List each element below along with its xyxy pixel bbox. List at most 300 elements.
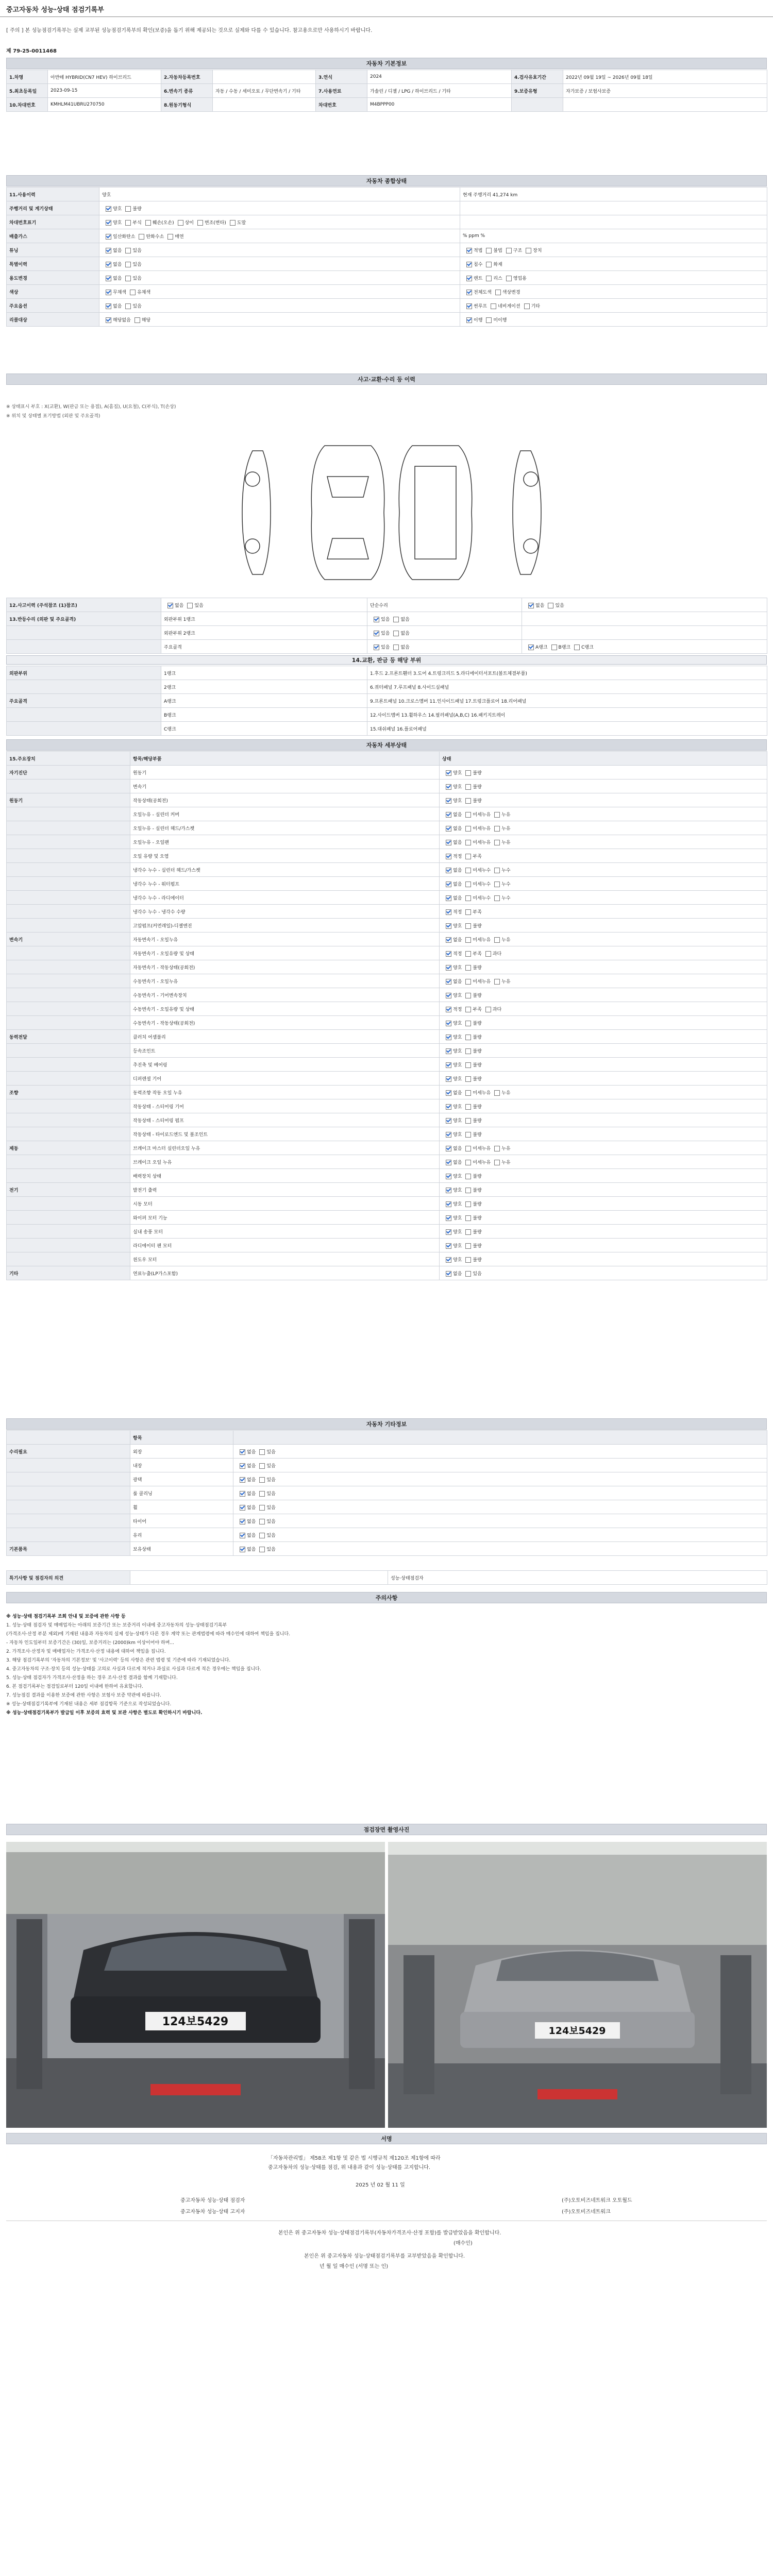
detail-group [7, 877, 130, 891]
checkbox-label: 양호 [453, 1174, 462, 1179]
detail-group: 자기진단 [7, 766, 130, 779]
detail-status [440, 779, 767, 793]
parts-rank: A랭크 [161, 694, 367, 708]
other-status [233, 1514, 767, 1528]
blank [233, 1431, 767, 1445]
checkbox [393, 645, 399, 650]
checkbox [106, 220, 111, 226]
checkbox [259, 1491, 265, 1497]
checkbox [130, 290, 136, 295]
checkbox-label: 없음 [453, 979, 462, 985]
general-label: 용도변경 [7, 271, 99, 285]
table-row [7, 640, 767, 654]
checkbox-label: 부족 [473, 854, 482, 859]
checkbox [465, 1215, 471, 1221]
checkbox-label: 누유 [501, 937, 511, 943]
detail-item: 배력장치 상태 [130, 1169, 440, 1183]
general-label: 배출가스 [7, 229, 99, 243]
detail-item: 등속조인트 [130, 1044, 440, 1058]
inspection-photo-rear [388, 1842, 767, 2128]
checkbox-label: 부족 [473, 951, 482, 957]
detail-item: 자동변속기 - 오일유량 및 상태 [130, 946, 440, 960]
table-row [7, 1030, 767, 1044]
detail-group [7, 1169, 130, 1183]
caution-line: 7. 성능점검 결과를 이용한 보증에 관한 사항은 보험사 보증 약관에 따릅니다. [6, 1693, 161, 1698]
checkbox-label: 불량 [473, 1104, 482, 1110]
other-status [233, 1528, 767, 1542]
detail-status [440, 1072, 767, 1086]
detail-status [440, 960, 767, 974]
checkbox [446, 812, 451, 818]
other-item: 유리 [130, 1528, 233, 1542]
checkbox-label: 적정 [453, 1007, 462, 1012]
other-status [233, 1472, 767, 1486]
general-note [460, 201, 767, 215]
checkbox [465, 1035, 471, 1040]
checkbox-label: 있음 [266, 1449, 276, 1455]
checkbox [446, 1035, 451, 1040]
checkbox-label: 없음 [535, 603, 545, 608]
checkbox-label: 양호 [113, 220, 122, 226]
parts-list: 1.후드 2.프론트휀더 3.도어 4.트렁크리드 5.라디에이터서포트(볼트체결부품) [367, 666, 767, 680]
detail-group [7, 1016, 130, 1030]
table-row [7, 1459, 767, 1472]
detail-item: 라디에이터 팬 모터 [130, 1239, 440, 1252]
table-row [7, 1500, 767, 1514]
checkbox [125, 303, 131, 309]
checkbox [139, 234, 144, 240]
detail-group [7, 835, 130, 849]
detail-item: 냉각수 누수 - 워터펌프 [130, 877, 440, 891]
checkbox [446, 854, 451, 859]
checkbox [465, 868, 471, 873]
detail-item: 수동변속기 - 작동상태(공회전) [130, 1016, 440, 1030]
checkbox [466, 317, 472, 323]
checkbox [106, 248, 111, 253]
checkbox [466, 262, 472, 267]
detail-item: 추진축 및 베어링 [130, 1058, 440, 1072]
detail-group [7, 779, 130, 793]
table-row [7, 1127, 767, 1141]
checkbox-label: 훼손(오손) [152, 220, 174, 226]
detail-status [440, 1252, 767, 1266]
checkbox [494, 868, 500, 873]
checkbox-label: 불량 [473, 1215, 482, 1221]
checkbox [240, 1491, 245, 1497]
table-row [7, 1486, 767, 1500]
sign-bottom: 본인은 위 중고자동차 성능·상태점검기록부를 교부받았음을 확인합니다. [304, 2253, 465, 2259]
checkbox [446, 1215, 451, 1221]
table-row [7, 666, 767, 680]
caution-line: - 자동차 인도일부터 보증기간은 (30)일, 보증거리는 (2000)km 이상이어야 하며... [6, 1640, 175, 1646]
checkbox [486, 248, 492, 253]
detail-group [7, 807, 130, 821]
checkbox [125, 206, 131, 212]
license-plate-rear: 124보5429 [548, 2025, 606, 2037]
checkbox-label: 구조 [513, 248, 523, 253]
checkbox-label: 없음 [400, 631, 410, 636]
checkbox [167, 603, 173, 608]
checkbox [465, 1132, 471, 1138]
table-row [7, 1445, 767, 1459]
detail-item: 오일누유 - 오일팬 [130, 835, 440, 849]
checkbox [465, 840, 471, 845]
caution-line: 5. 성능·상태 점검자가 가격조사·산정을 하는 경우 조사·산정 결과를 함께 기재합니다. [6, 1675, 178, 1681]
table-row [7, 877, 767, 891]
table-row [7, 1072, 767, 1086]
checkbox-label: 변조(변타) [204, 220, 226, 226]
checkbox [446, 895, 451, 901]
other-group [7, 1528, 130, 1542]
detail-item: 원동기 [130, 766, 440, 779]
checkbox [465, 1243, 471, 1249]
damage-label [7, 640, 161, 654]
checkbox-label: 매연 [175, 234, 184, 240]
checkbox [465, 965, 471, 971]
parts-group: 외판부위 [7, 666, 161, 680]
checkbox-label: 있음 [194, 603, 204, 608]
checkbox-label: 없음 [453, 1090, 462, 1096]
checkbox [446, 1021, 451, 1026]
general-table [6, 187, 767, 327]
detail-item: 냉각수 누수 - 라디에이터 [130, 891, 440, 905]
detail-item: 작동상태 - 스티어링 펌프 [130, 1113, 440, 1127]
checkbox-label: 양호 [453, 1035, 462, 1040]
detail-item: 윈도우 모터 [130, 1252, 440, 1266]
section-sign: 서명 [6, 2133, 767, 2144]
column-header: 항목 [130, 1431, 233, 1445]
detail-group [7, 891, 130, 905]
checkbox-label: 없음 [247, 1519, 256, 1524]
checkbox-label: 없음 [453, 895, 462, 901]
detail-group [7, 974, 130, 988]
table-row [7, 626, 767, 640]
checkbox-label: 미세누유 [473, 979, 491, 985]
other-group [7, 1472, 130, 1486]
caution-line: ※ 성능·상태점검기록부에 기재된 내용은 세부 점검항목 기준으로 작성되었습니다. [6, 1702, 172, 1707]
checkbox-label: 렌트 [474, 276, 483, 281]
damage-status [367, 612, 522, 626]
detail-item: 고압펌프(커먼레일)-디젤엔진 [130, 919, 440, 933]
checkbox-label: 있음 [381, 645, 390, 650]
caution-line: ※ 성능·상태 점검기록부 조회 안내 및 보증에 관한 사항 등 [6, 1614, 126, 1619]
checkbox-label: 누수 [501, 895, 511, 901]
sign-receipt-2: (매수인) [453, 2241, 473, 2246]
detail-status [440, 1086, 767, 1099]
checkbox-label: C랭크 [581, 645, 594, 650]
detail-group [7, 1099, 130, 1113]
detail-group: 동력전달 [7, 1030, 130, 1044]
car-diagram [227, 430, 557, 595]
value-model-year: 2024 [367, 70, 512, 84]
parts-group [7, 708, 161, 722]
checkbox-label: 있음 [555, 603, 564, 608]
table-row [7, 1266, 767, 1280]
checkbox-label: 없음 [453, 937, 462, 943]
other-group [7, 1500, 130, 1514]
checkbox [485, 951, 491, 957]
detail-status [440, 1225, 767, 1239]
detail-status [440, 821, 767, 835]
checkbox [240, 1547, 245, 1552]
table-row [7, 708, 767, 722]
checkbox [446, 1104, 451, 1110]
checkbox [125, 248, 131, 253]
sign-date: 2025 년 02 월 11 일 [356, 2182, 405, 2188]
checkbox-label: 있음 [132, 276, 142, 281]
checkbox [446, 868, 451, 873]
checkbox [465, 1076, 471, 1082]
checkbox [494, 937, 500, 943]
checkbox [466, 303, 472, 309]
general-label: 주요옵션 [7, 299, 99, 313]
checkbox-label: 미세누유 [473, 1146, 491, 1151]
checkbox-label: 누유 [501, 1090, 511, 1096]
value-model-code: M4BPPP00 [367, 98, 512, 112]
general-label: 색상 [7, 285, 99, 299]
checkbox-label: 탄화수소 [146, 234, 164, 240]
damage-item: 외판부위 2랭크 [161, 626, 367, 640]
table-row [7, 1542, 767, 1556]
detail-status [440, 1266, 767, 1280]
detail-item: 수동변속기 - 오일누유 [130, 974, 440, 988]
checkbox-label: 적법 [474, 248, 483, 253]
other-group [7, 1459, 130, 1472]
checkbox-label: 있음 [473, 1271, 482, 1277]
checkbox [494, 882, 500, 887]
label-first-reg: 5.최초등록일 [7, 84, 48, 98]
checkbox-label: 양호 [453, 784, 462, 790]
checkbox [465, 770, 471, 776]
checkbox [465, 895, 471, 901]
caution-line: (가격조사·산정 부분 제외)에 기재된 내용과 자동차의 실제 성능·상태가 다른 경우 계약 또는 관계법령에 따라 매수인에 대하여 책임을 집니다. [6, 1632, 291, 1637]
detail-status [440, 793, 767, 807]
checkbox-label: 미세누유 [473, 1160, 491, 1165]
checkbox-label: 불량 [473, 1188, 482, 1193]
checkbox [466, 290, 472, 295]
checkbox-label: 부족 [473, 1007, 482, 1012]
general-status [99, 271, 460, 285]
label-car-name: 1.차명 [7, 70, 48, 84]
table-row [7, 933, 767, 946]
checkbox [240, 1519, 245, 1524]
detail-item: 수동변속기 - 기어변속장치 [130, 988, 440, 1002]
general-label: 차대번호표기 [7, 215, 99, 229]
parts-list: 15.대쉬패널 16.플로어패널 [367, 722, 767, 736]
checkbox [106, 290, 111, 295]
checkbox-label: 불량 [473, 1243, 482, 1249]
general-label: 주행거리 및 계기상태 [7, 201, 99, 215]
table-row [7, 285, 767, 299]
table-row [7, 1044, 767, 1058]
checkbox-label: 없음 [453, 826, 462, 832]
checkbox-label: 있음 [381, 617, 390, 622]
checkbox [446, 1090, 451, 1096]
table-row [7, 257, 767, 271]
checkbox-label: 미세누유 [473, 840, 491, 845]
checkbox [145, 220, 151, 226]
detail-status [440, 863, 767, 877]
checkbox-label: 과다 [492, 951, 502, 957]
detail-item: 수동변속기 - 오일유량 및 상태 [130, 1002, 440, 1016]
checkbox-label: 도말 [237, 220, 246, 226]
checkbox-label: 불법 [493, 248, 502, 253]
checkbox-label: 없음 [453, 1271, 462, 1277]
general-status [99, 201, 460, 215]
checkbox [465, 1188, 471, 1193]
other-table [6, 1430, 767, 1556]
value-warranty-type: 자가보증 / 보험사보증 [563, 84, 767, 98]
checkbox-label: 적정 [453, 951, 462, 957]
detail-item: 냉각수 누수 - 실린더 헤드/가스켓 [130, 863, 440, 877]
checkbox [374, 631, 379, 636]
detail-group [7, 1072, 130, 1086]
table-row [7, 1086, 767, 1099]
checkbox [495, 290, 501, 295]
sign-line-1: 「자동차관리법」 제58조 제1항 및 같은 법 시행규칙 제120조 제1항에 따라 [268, 2156, 441, 2161]
checkbox [106, 317, 111, 323]
general-status [99, 257, 460, 271]
table-row [7, 960, 767, 974]
detail-status [440, 1155, 767, 1169]
detail-group: 조향 [7, 1086, 130, 1099]
checkbox-label: 미세누유 [473, 937, 491, 943]
detail-group [7, 1252, 130, 1266]
detail-group: 전기 [7, 1183, 130, 1197]
checkbox-label: 미세누유 [473, 812, 491, 818]
checkbox-label: B랭크 [558, 645, 571, 650]
checkbox [187, 603, 193, 608]
damage-item [161, 598, 367, 612]
checkbox-label: 없음 [400, 645, 410, 650]
checkbox [465, 1118, 471, 1124]
other-status [233, 1486, 767, 1500]
table-row [7, 1211, 767, 1225]
checkbox [465, 1257, 471, 1263]
checkbox [259, 1505, 265, 1511]
other-item: 타이어 [130, 1514, 233, 1528]
checkbox-label: 미세누유 [473, 1090, 491, 1096]
checkbox [494, 840, 500, 845]
detail-group: 원동기 [7, 793, 130, 807]
divider [0, 16, 773, 17]
parts-group: 주요골격 [7, 694, 161, 708]
table-row [7, 793, 767, 807]
other-item: 보유상태 [130, 1542, 233, 1556]
sign-inspector-label: 중고자동차 성능·상태 점검자 [180, 2198, 245, 2204]
checkbox [446, 1146, 451, 1151]
detail-item: 와이퍼 모터 기능 [130, 1211, 440, 1225]
checkbox [259, 1533, 265, 1538]
checkbox-label: 미세누수 [473, 895, 491, 901]
value-inspection-period: 2022년 09월 19일 ~ 2026년 09월 18일 [563, 70, 767, 84]
checkbox [259, 1449, 265, 1455]
detail-status [440, 1239, 767, 1252]
notice-text: [ 주의 ] 본 성능점검기록부는 실제 교부된 성능점검기록부의 확인(보증)을 돕기 위해 제공되는 것으로 실제와 다를 수 있습니다. 참고용으로만 사용하시기 바랍니다. [6, 28, 373, 33]
checkbox [465, 951, 471, 957]
sign-inspector-name: (주)오토비즈네트워크 오토월드 [562, 2198, 632, 2204]
checkbox [465, 979, 471, 985]
damage-legend: ※ 상태표시 부호 : X(교환), W(판금 또는 용접), A(흠집), U(요철), C(부식), T(손상) [6, 404, 176, 410]
other-status [233, 1500, 767, 1514]
section-other: 자동차 기타정보 [6, 1418, 767, 1430]
parts-list: 9.프론트패널 10.크로스멤버 11.인사이드패널 17.트렁크플로어 18.리어패널 [367, 694, 767, 708]
detail-group [7, 1155, 130, 1169]
detail-item: 오일 유량 및 오염 [130, 849, 440, 863]
checkbox [446, 951, 451, 957]
table-row [7, 1113, 767, 1127]
checkbox-label: 양호 [453, 1076, 462, 1082]
checkbox [465, 1062, 471, 1068]
checkbox-label: 없음 [175, 603, 184, 608]
general-note: 현재 주행거리 41,274 km [460, 188, 767, 201]
checkbox [446, 1174, 451, 1179]
table-row [7, 1183, 767, 1197]
damage-table [6, 598, 767, 654]
detail-status [440, 849, 767, 863]
checkbox [465, 1048, 471, 1054]
checkbox [106, 303, 111, 309]
checkbox [465, 812, 471, 818]
checkbox-label: 일산화탄소 [113, 234, 136, 240]
detail-group [7, 1197, 130, 1211]
detail-item: 냉각수 누수 - 냉각수 수량 [130, 905, 440, 919]
checkbox-label: 침수 [474, 262, 483, 267]
checkbox [506, 248, 512, 253]
checkbox [446, 1062, 451, 1068]
checkbox [491, 303, 496, 309]
caution-line: 3. 해당 점검기록부의 '자동차의 기본정보' 및 '사고이력' 등의 사항은 관련 법령 및 기준에 따라 기재되었습니다. [6, 1658, 231, 1663]
checkbox [135, 317, 140, 323]
detail-status [440, 807, 767, 821]
checkbox [125, 220, 131, 226]
caution-notes [6, 1613, 767, 1718]
table-row [7, 1252, 767, 1266]
checkbox-label: 불량 [473, 993, 482, 998]
checkbox [548, 603, 553, 608]
checkbox [465, 854, 471, 859]
checkbox [446, 882, 451, 887]
checkbox [465, 993, 471, 998]
section-basic: 자동차 기본정보 [6, 58, 767, 69]
table-row [7, 807, 767, 821]
checkbox-label: 없음 [453, 1146, 462, 1151]
column-header: 항목/해당부품 [130, 752, 440, 766]
table-row [7, 1528, 767, 1542]
checkbox-label: 없음 [247, 1533, 256, 1538]
other-status [233, 1542, 767, 1556]
other-group: 기본품목 [7, 1542, 130, 1556]
checkbox-label: 미세누수 [473, 882, 491, 887]
general-note [460, 215, 767, 229]
damage-extra [522, 612, 767, 626]
checkbox [465, 1160, 471, 1165]
table-row [7, 835, 767, 849]
detail-status [440, 933, 767, 946]
label-model-year: 3.연식 [316, 70, 367, 84]
checkbox [446, 1007, 451, 1012]
damage-extra [522, 598, 767, 612]
checkbox [259, 1519, 265, 1524]
label-reg-no: 2.자동차등록번호 [161, 70, 213, 84]
checkbox [393, 617, 399, 622]
checkbox [240, 1533, 245, 1538]
checkbox-label: 불량 [473, 1257, 482, 1263]
checkbox [259, 1463, 265, 1469]
detail-group: 변속기 [7, 933, 130, 946]
general-status [99, 285, 460, 299]
checkbox-label: 없음 [113, 276, 122, 281]
